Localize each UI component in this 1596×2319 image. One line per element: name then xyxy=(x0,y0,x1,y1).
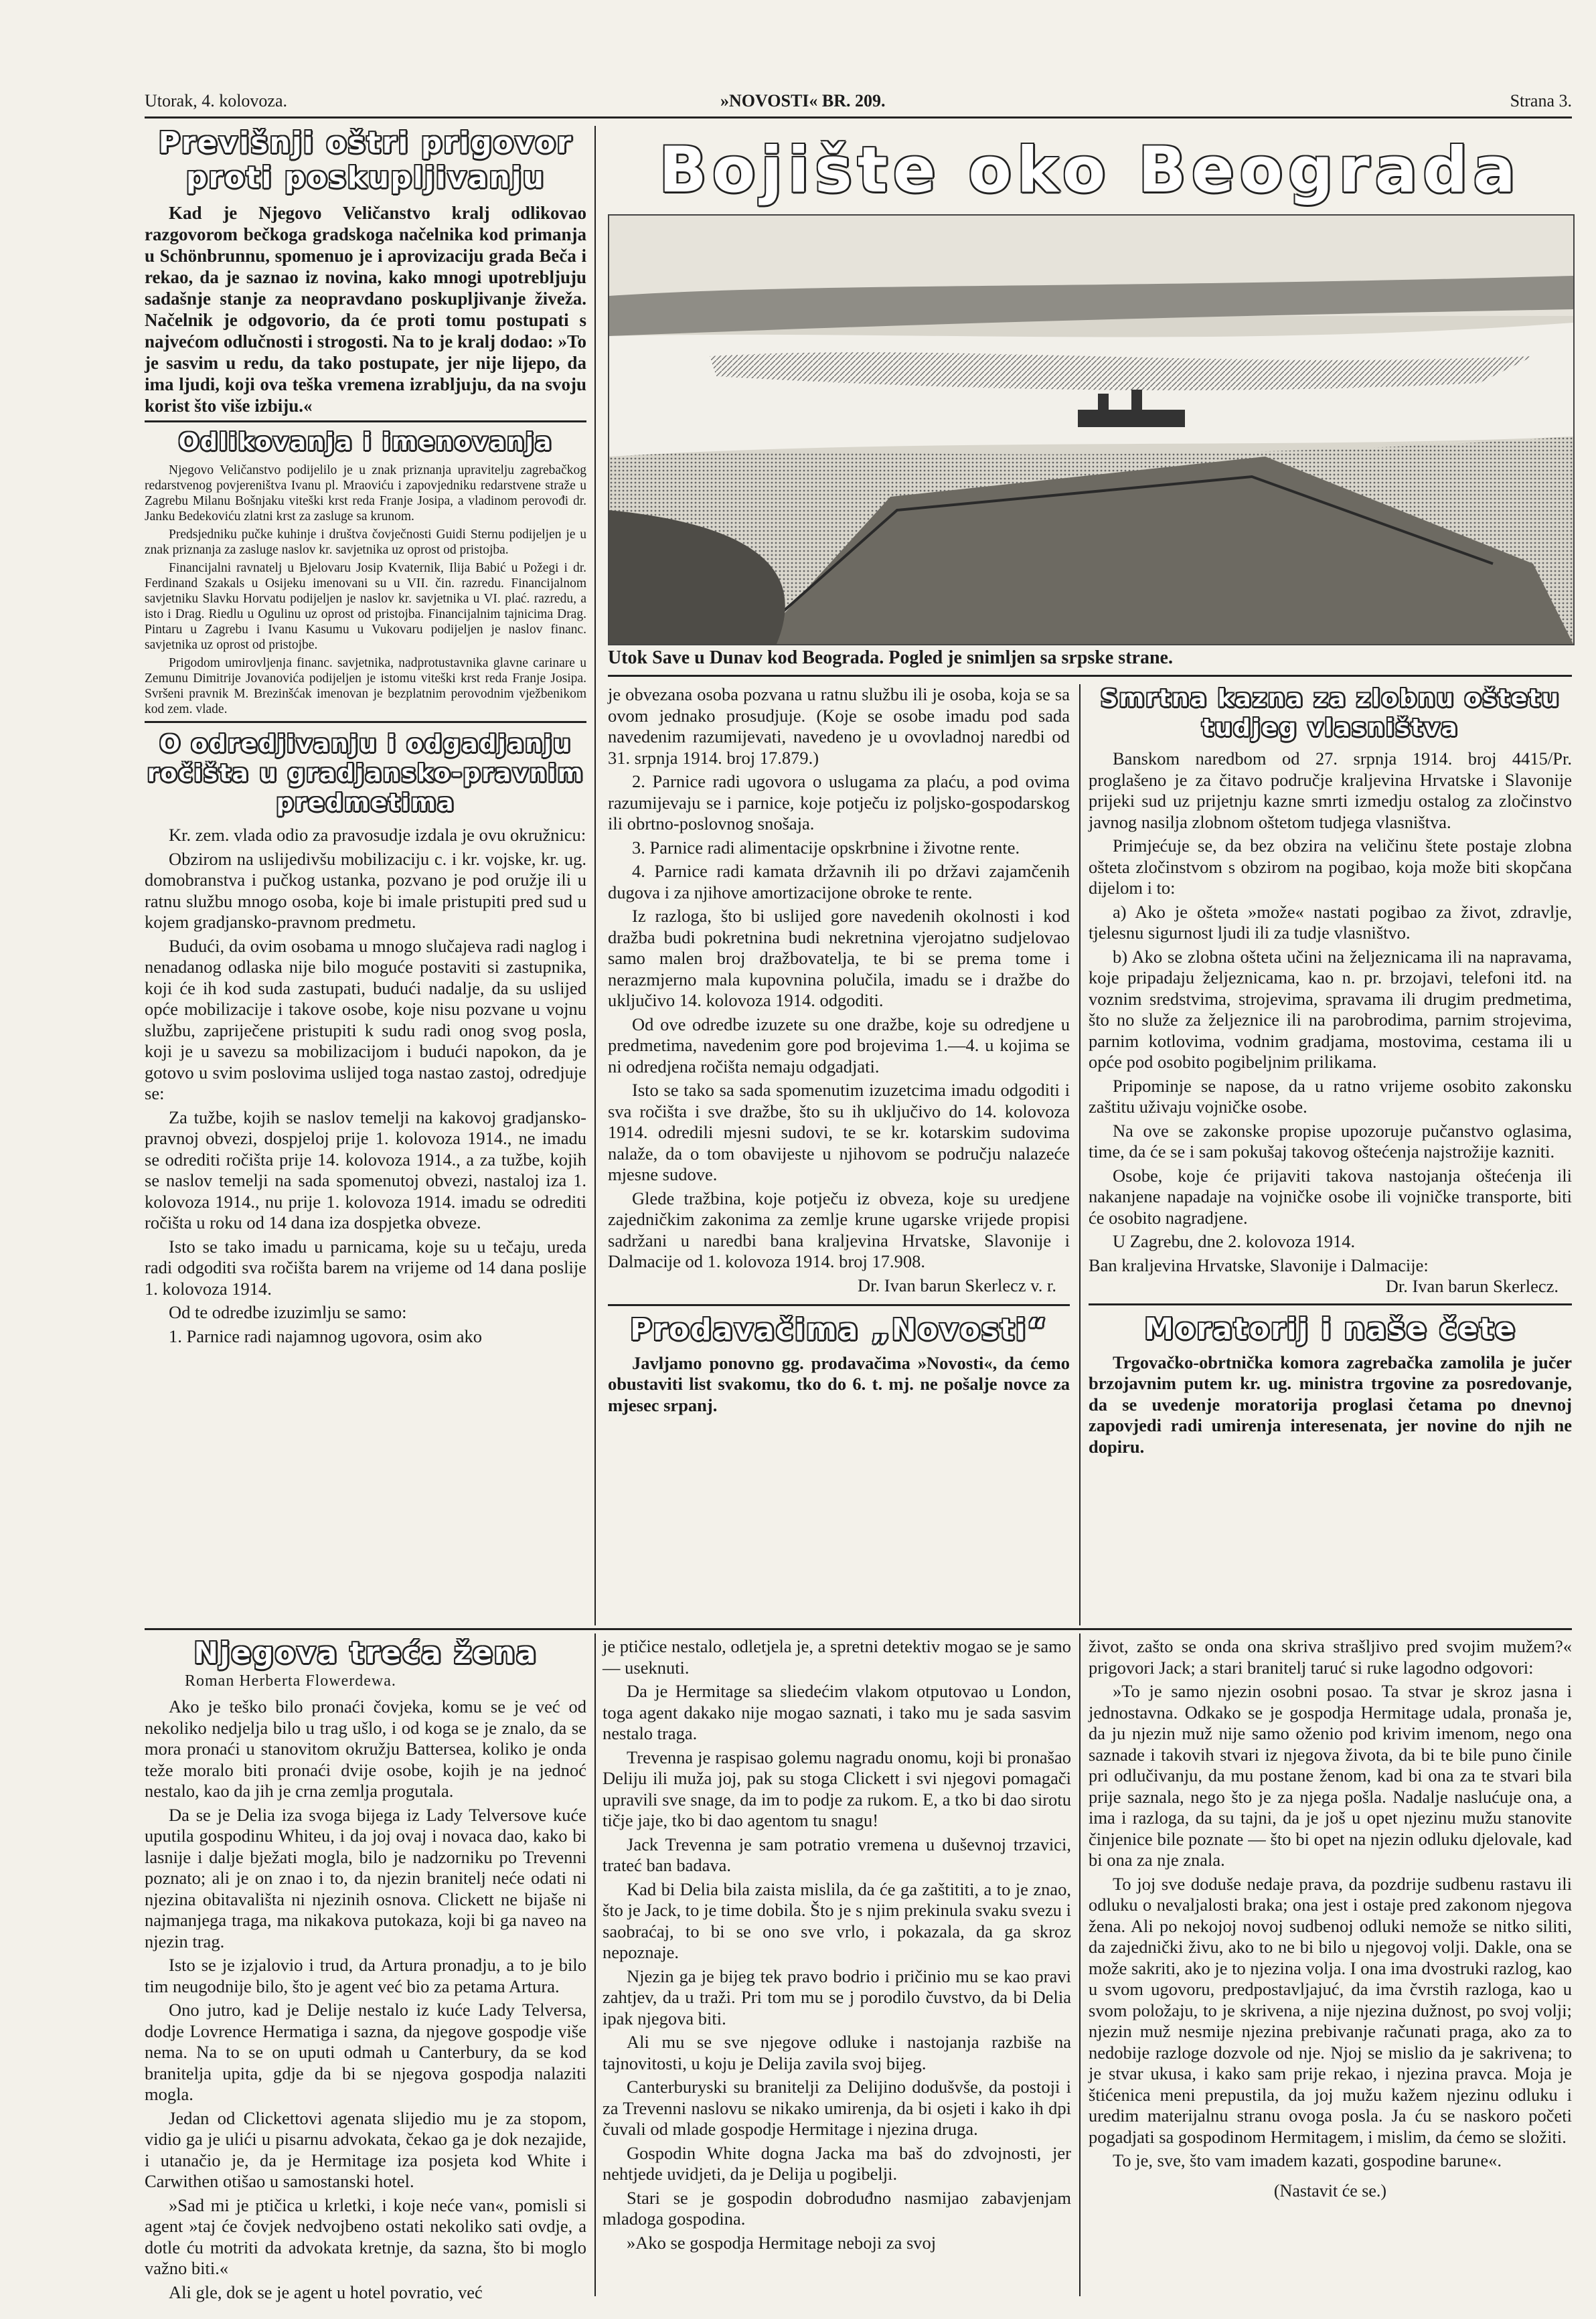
column-right-upper xyxy=(1089,684,1572,1460)
article-death-penalty-signature: Dr. Ivan barun Skerlecz. xyxy=(1385,1275,1559,1296)
headline: Bojište oko Beograda xyxy=(659,134,1521,207)
article-price-text: Kad je Njegovo Veličanstvo kralj odlikovao razgovorom bečkoga gradskoga načelnika kod primanja u Schönbrunnu, spomenuo je i aprovizaciju grada Beča i rekao, da je saznao iz novina, kako mnogi upotrebljuju sadašnje stanje za neopravdano poskupljivanje živeža. Načelnik je odgovorio, da će proti tomu postupati s najvećom odlučnosti i strogosti. Na to je kralj dodao: »To je sasvim u redu, da tako postupate, jer nije lijepo, da ima ljudi, koji ova teška vremena izrabljuju, da na svoju korist što više izbiju.« xyxy=(145,203,586,416)
column-left-upper xyxy=(145,126,586,1350)
novel-text: »Ako se gospodja Hermitage neboji za svoj xyxy=(627,2232,937,2253)
article-awards-text: Prigodom umirovljenja financ. savjetnika, nadprotustavnika glavne carinare u Zemunu Dimitrije Jovanovića podijeljen je istomu viteški krst reda Franje Josipa. Svršeni pravnik M. Brezinšćak imenovan je bezplatnim perovodnim vježbenikom kod zem. vlade. xyxy=(145,656,586,716)
article-death-penalty-text: Primjećuje se, da bez obzira na veličinu štete postaje zlobna ošteta zločinstvom s obzirom na pogibao, koja može biti skopčana dijelom i to: xyxy=(1089,835,1572,898)
section-rule xyxy=(145,1628,1572,1630)
novel-text: Trevenna je raspisao golemu nagradu onomu, koji bi pronašao Deliju ili muža joj, pak su stoga Clickett i svi njegovi pomagači upravili sve snage, da im to podje za rukom. E, a tko bi dao sirotu tičje jaje, tko bi dao agentom tu snagu! xyxy=(603,1747,1071,1830)
belgrade-photo xyxy=(608,214,1575,645)
novel-text: »To je samo njezin osobni posao. Ta stvar je skroz jasna i jednostavna. Odkako se je gospodja Hermitage udala, pronaša je, da ju njezin muž nije samo oženio pod krivim imenom, nego ona saznade i takovih stvari iz njegova života, da bi te bile puno činile pri odlučivanju, da mu postane ženom, kad bi ona za te stvari bila prije saznala, nego što je za njega pošla. Nadalje naslućuje ona, a ima i razloga, da su tajni, da je još u opet njezinu mužu stanovite činjenice bile poznate — što bi opet na njezin odluku djelovale, kad bi ona za nje znala. xyxy=(1089,1681,1572,1870)
article-death-penalty-headline xyxy=(1089,684,1572,743)
article-belgrade-headline xyxy=(608,134,1572,208)
headline: Previšnji oštri prigovor proti poskupljivanju xyxy=(158,126,573,195)
column-rule xyxy=(594,1633,596,2296)
article-death-penalty-text: Na ove se zakonske propise upozoruje pučanstvo oglasima, time, da će se i sam pokušaj takovog oštećenja najstrožije kazniti. xyxy=(1089,1120,1572,1162)
article-hearings-headline xyxy=(145,730,586,818)
novel-text: je ptičice nestalo, odletjela je, a spretni detektiv mogao se je samo — useknuti. xyxy=(603,1636,1071,1678)
article-hearings-continued: Isto se tako sa sada spomenutim izuzetcima imadu odgoditi i sva ročišta i sve dražbe, što su ih uključivo do 14. kolovoza 1914. odredili mjesni sudovi, te se kr. kotarskim sudovima nalaže, da o tom obavijeste u njihovom se području nalazeće mjesne sudove. xyxy=(608,1080,1070,1184)
article-hearings-text: Za tužbe, kojih se naslov temelji na kakovoj gradjansko-pravnoj obvezi, dospjeloj prije 1. kolovoza 1914., ne imadu se odrediti ročišta prije 14. kolovoza 1914., a za tužbe, kojih se naslov temelji na sada spomenutoj obvezi, nastaloj iza 1. kolovoza 1914., nu prije 1. kolovoza 1914. imadu se odrediti ročišta u roku od 14 dana iza dospjetka obveze. xyxy=(145,1107,586,1232)
ban-signature: Dr. Ivan barun Skerlecz v. r. xyxy=(857,1275,1056,1295)
article-hearings-continued: 2. Parnice radi ugovora o uslugama za plaću, a pod ovima razumijevaju se i parnice, koje potječu iz poljsko-gospodarskog ili obrtno-poslovnog snošaja. xyxy=(608,771,1070,833)
divider xyxy=(145,420,586,422)
article-death-penalty-place: U Zagrebu, dne 2. kolovoza 1914. xyxy=(1113,1231,1356,1251)
column-novel-middle xyxy=(603,1636,1071,2256)
column-rule xyxy=(594,126,596,1625)
article-death-penalty-text: b) Ako se zlobna ošteta učini na željeznicama ili na napravama, koje pripadaju željeznicama, kao n. pr. brzojavi, telefoni itd. na voznim sredstvima, strojevima, spravama ili drugim predmetima, što no služe za željeznice ili na parobrodima, parnim strojevima, parnim kotlovima, vodnim gradjama, mostovima, cestama ili u opće pod osobito pogibeljnim prilikama. xyxy=(1089,946,1572,1072)
article-awards-text: Njegovo Veličanstvo podijelilo je u znak priznanja upravitelju zagrebačkog redarstvenog povjereništva Ivanu pl. Mraoviću i zapovjedniku redarstvene straže u Zagrebu Milanu Bošnjaku viteški krst reda Franje Josipa, a vladinom perovođi dr. Janku Bedekoviću zlatni krst za zasluge sa krunom. xyxy=(145,463,586,524)
headline: Prodavačima „Novosti“ xyxy=(630,1312,1048,1347)
column-middle-upper xyxy=(608,684,1070,1419)
novel-text: Da se je Delia iza svoga bijega iz Lady Telversove kuće uputila gospodinu Whiteu, i da joj ovaj i novaca dao, kako bi lasnije i dalje bježati mogla, bilo je nadzorniku po Trevenni poznato; ali je on znao i to, da njezin branitelj neće odati ni njezina obitavališta ni njezinih osnova. Clickett ne bijaše ni najmanjega traga, ma nikakova putokaza, koji bi ga naveo na njezin trag. xyxy=(145,1804,586,1951)
article-moratorium-text: Trgovačko-obrtnička komora zagrebačka zamolila je jučer brzojavnim putem kr. ug. ministra trgovine za posredovanje, da se uvedenje moratorija proglasi četama po dnevnoj zapovjedi radi umirenja interesenata, jer novine do njih ne dopiru. xyxy=(1089,1352,1572,1457)
novel-text: Ako je teško bilo pronaći čovjeka, komu se je već od nekoliko nedjelja bilo u trag ušlo, i od koga se je znalo, da se mora pronaći u stanovitom okružju Battersea, koliko je onda teže moralo biti pronaći dvije osobe, kojih je na jednoć nestalo, kao da jih je crna zemlja progutala. xyxy=(145,1696,586,1801)
divider xyxy=(145,721,586,723)
article-hearings-continued: Od ove odredbe izuzete su one dražbe, koje su odredjene u predmetima, navedenim gore pod brojevima 1.—4. u kojima se ni odredjena ročišta nemaju odgadjati. xyxy=(608,1014,1070,1076)
novel-text: Stari se je gospodin dobroduđno nasmijao zabavjenjam mladoga gospodina. xyxy=(603,2187,1071,2229)
novel-text: Jedan od Clickettovi agenata slijedio mu je za stopom, vidio ga je ulići u pisarnu advokata, čekao ga je dok nezajide, i utanačio je, da je Hermitage iza posjeta kod White i Carwithen otišao u samostanski hotel. xyxy=(145,2107,586,2191)
header-issue: »NOVOSTI« BR. 209. xyxy=(720,91,886,110)
article-moratorium-headline xyxy=(1089,1312,1572,1347)
novel-text: Ali mu se sve njegove odluke i nastojanja razbiše na tajnovitosti, u koju je Delija zavila svoj bijeg. xyxy=(603,2032,1071,2073)
article-hearings-continued: je obvezana osoba pozvana u ratnu službu ili je osoba, koja se sa ovom jednako prosudjuje. (Koje se osobe imadu pod sada navedenim razumijevati, navedeno je u ovovladnoj naredbi od 31. srpnja 1914. broj 17.879.) xyxy=(608,684,1070,768)
article-hearings-continued: 3. Parnice radi alimentacije opskrbnine i životne rente. xyxy=(632,837,1020,858)
headline: Njegova treća žena xyxy=(193,1636,538,1670)
column-rule xyxy=(1079,684,1081,1625)
river-confluence-image xyxy=(609,216,1573,644)
novel-text: Kad bi Delia bila zaista mislila, da će ga zaštititi, a to je znao, što je Jack, to je time dobila. Što je s njim prekinula svaku svezu i saobraćaj, to bi se ono sve vrlo, i pokazala, da ga skroz nepoznaje. xyxy=(603,1878,1071,1962)
novel-text: To joj sve doduše nedaje prava, da pozdrije sudbenu rastavu ili odluku o nevaljalosti braka; ona jest i ostaje pred zakonom njegova žena. Ali po nekojoj novoj sudbenoj odluki nemože se nitko siliti, da zajednički živu, ako to ne bi bilo u njegovoj volji. Dakle, ona se može sakriti, ako je to njezina volja. I ona ima dvostruki razlog, kao u svom ugovoru, predpostavljajuć, da ima čvrstih razloga, kao u svom položaju, to je skrivena, a nije njezina dužnost, po svoj volji; njezin muž nesmije njezina prebivanje računati praga, ako za to nedobije razloge dozvole od nje. Njoj se mislio da je sakrivena; to je stvar ukusa, i kako sam prije rekao, i njezina pravca. Moja je štićenica meni prepustila, da joj mužu kažem njezinu odluku i uredim materijalnu stranu ovoga posla. Ja ću se naskoro početi pogadjati sa gospodinom Hermitagem, i mislim, da ćemo se složiti. xyxy=(1089,1873,1572,2147)
header-rule xyxy=(145,116,1572,118)
novel-text: Jack Trevenna je sam potratio vremena u duševnoj trzavici, trateć ban badava. xyxy=(603,1834,1071,1875)
photo-caption: Utok Save u Dunav kod Beograda. Pogled je snimljen sa srpske strane. xyxy=(608,647,1173,668)
novel-text: To je, sve, što vam imadem kazati, gospodine barune«. xyxy=(1113,2150,1502,2170)
novel-byline: Roman Herberta Flowerdewa. xyxy=(185,1672,396,1690)
article-price-headline xyxy=(145,126,586,195)
article-hearings-continued: 4. Parnice radi kamata državnih ili po državi zajamčenih dugova i za njihove amortizacijone obroke te rente. xyxy=(608,861,1070,902)
header-page: Strana 3. xyxy=(1510,91,1572,110)
page-header xyxy=(145,91,1572,114)
novel-text: Ali gle, dok se je agent u hotel povratio, već xyxy=(169,2282,483,2302)
article-death-penalty-ban: Ban kraljevina Hrvatske, Slavonije i Dalmacije: xyxy=(1089,1255,1429,1275)
novel-text: Isto se je izjalovio i trud, da Artura pronadju, a to je bilo tim neugodnije bilo, što je agent već bio za petama Artura. xyxy=(145,1955,586,1996)
article-sellers-headline xyxy=(608,1313,1070,1348)
novel-text: život, zašto se onda ona skriva strašljivo pred svojim mužem?« prigovori Jack; a stari branitelj taruć si ruke lagodno odgovori: xyxy=(1089,1636,1572,1678)
headline: Odlikovanja i imenovanja xyxy=(178,428,553,456)
headline: Smrtna kazna za zlobnu oštetu tudjeg vlasništva xyxy=(1100,685,1561,742)
article-hearings-text: Od te odredbe izuzimlju se samo: xyxy=(169,1302,407,1322)
article-awards-headline xyxy=(145,428,586,457)
novel-text: Da je Hermitage sa sliedećim vlakom otputovao u London, toga agent dakako nije mogao saznati, i tako mu je sada sasvim nestalo traga. xyxy=(603,1681,1071,1743)
column-novel-left xyxy=(145,1636,586,2306)
article-hearings-continued: Iz razloga, što bi uslijed gore navedenih okolnosti i kod dražba budi pokretnina budi nekretnina vjerojatno sudjelovao samo malen broj dražbovatelja, te bi se prema tome i nerazmjerno mala kupovnina polučila, imadu se i dražbe do uključivo 14. kolovoza 1914. odgoditi. xyxy=(608,906,1070,1010)
column-novel-right xyxy=(1089,1636,1572,2203)
novel-text: Njezin ga je bijeg tek pravo bodrio i pričinio mu se kao pravi zahtjev, da u traži. Pri tom mu se j porodilo čuvstvo, da bi Delia ipak njegova biti. xyxy=(603,1966,1071,2028)
headline: O odredjivanju i odgadjanju ročišta u gradjansko-pravnim predmetima xyxy=(147,730,584,817)
article-hearings-continued: Glede tražbina, koje potječu iz obveza, koje su uredjene zajedničkim zakonima za zemlje krune ugarske vrijede propisi sadržani u naredbi bana kraljevina Hrvatske, Slavonije i Dalmacije od 1. kolovoza 1914. broj 17.908. xyxy=(608,1188,1070,1271)
novel-text: Ono jutro, kad je Delije nestalo iz kuće Lady Telversa, dodje Lovrence Hermatiga i sazna, da njegove gospodje više nema. Na to se on uputi odmah u Canterbury, da se kod branitelja upita, gdje da bi se njegova gospodja nalaziti mogla. xyxy=(145,2000,586,2104)
novel-text: »Sad mi je ptičica u krletki, i koje neće van«, pomisli si agent »taj će čovjek nedvojbeno ostati nekoliko sati ovdje, a dotle ću motriti da advokata kretnje, da sazna, što bi moglo važno biti.« xyxy=(145,2194,586,2278)
article-hearings-text: Kr. zem. vlada odio za pravosudje izdala je ovu okružnicu: xyxy=(169,825,586,845)
article-hearings-text: Budući, da ovim osobama u mnogo slučajeva radi naglog i nenadanog odlaska nije bilo moguće postaviti si zastupnika, koji će ih kod suda zastupati, budući nadalje, da su uslijed opće mobilizacije i takove osobe, koje nisu pozvane u vojnu službu, zapriječene pristupiti k sudu radi onog svog posla, koji je u savezu sa mobilizacijom i budući napokon, da je gotovo u svim poslovima uslijed toga nastao zastoj, odredjuje se: xyxy=(145,935,586,1103)
article-hearings-text: 1. Parnice radi najamnog ugovora, osim ako xyxy=(169,1326,483,1346)
article-hearings-text: Obzirom na uslijedivšu mobilizaciju c. i kr. vojske, kr. ug. domobranstva i pučkog ustanka, pozvano je pod oružje ili u ratnu službu mnogo osoba, koje bi imale pristupiti pred sud u kojem gradjansko-pravnom predmetu. xyxy=(145,848,586,932)
article-awards-text: Predsjedniku pučke kuhinje i društva čovječnosti Guidi Sternu podijeljen je u znak priznanja za zasluge naslov kr. savjetnika uz oprost od pristojba. xyxy=(145,528,586,557)
article-sellers-text: Javljamo ponovno gg. prodavačima »Novosti«, da ćemo obustaviti list svakomu, tko do 6. t. mj. ne pošalje novce za mjesec srpanj. xyxy=(608,1352,1070,1415)
novel-continued: (Nastavit će se.) xyxy=(1273,2180,1387,2201)
article-hearings-text: Isto se tako imadu u parnicama, koje su u tečaju, ureda radi odgoditi sva ročišta barem na vrijeme od 14 dana poslije 1. kolovoza 1914. xyxy=(145,1236,586,1299)
divider xyxy=(1089,1303,1572,1305)
header-date: Utorak, 4. kolovoza. xyxy=(145,91,288,110)
novel-text: Gospodin White dogna Jacka ma baš do zdvojnosti, jer nehtjede uvidjeti, da je Delija u pogibelji. xyxy=(603,2142,1071,2184)
novel-text: Canterburyski su branitelji za Delijino dodušvše, da postoji i za Trevenni naslovu se nikako umirenja, da bi osjeti i kako ih dpi čuvali od mlade gospodje Hermitage i njezina druga. xyxy=(603,2077,1071,2139)
caption-rule xyxy=(608,675,1572,677)
novel-headline xyxy=(145,1636,586,1671)
article-death-penalty-text: Banskom naredbom od 27. srpnja 1914. broj 4415/Pr. proglašeno je za čitavo područje kraljevina Hrvatske i Slavonije prijeki sud uz prijetnju kazne smrti izmedju ostalog za zločinstvo javnog nasilja zlobnom oštetom tudjega vlasništva. xyxy=(1089,748,1572,832)
headline: Moratorij i naše čete xyxy=(1144,1311,1516,1346)
article-death-penalty-text: Pripominje se napose, da u ratno vrijeme osobito zakonsku zaštitu uživaju vojničke osobe. xyxy=(1089,1075,1572,1117)
column-rule xyxy=(1079,1633,1081,2296)
divider xyxy=(608,1304,1070,1306)
article-death-penalty-text: a) Ako je ošteta »može« nastati pogibao za život, zdravlje, tjelesnu sigurnost ljudi ili za tudje vlasništvo. xyxy=(1089,901,1572,943)
article-death-penalty-text: Osobe, koje će prijaviti takova nastojanja oštećenja ili nakanjene napadaje na vojničke osobe ili vojničke transporte, biti će osobito nagradjene. xyxy=(1089,1165,1572,1228)
article-awards-text: Financijalni ravnatelj u Bjelovaru Josip Kvaternik, Ilija Babić u Požegi i dr. Ferdinand Szakals u Osijeku imenovani su u VII. čin. razredu. Financijalnom savjetniku Slavku Horvatu podijeljen je naslov kr. savjetnika u VI. plać. razredu, a isto i Drag. Riedlu u Ogulinu uz oprost od pristojba. Financijalnim tajnicima Drag. Pintaru u Zagrebu i Ivanu Kasumu u Vukovaru podijeljen je naslov financ. savjetnika uz oprost od pristojbe. xyxy=(145,561,586,652)
